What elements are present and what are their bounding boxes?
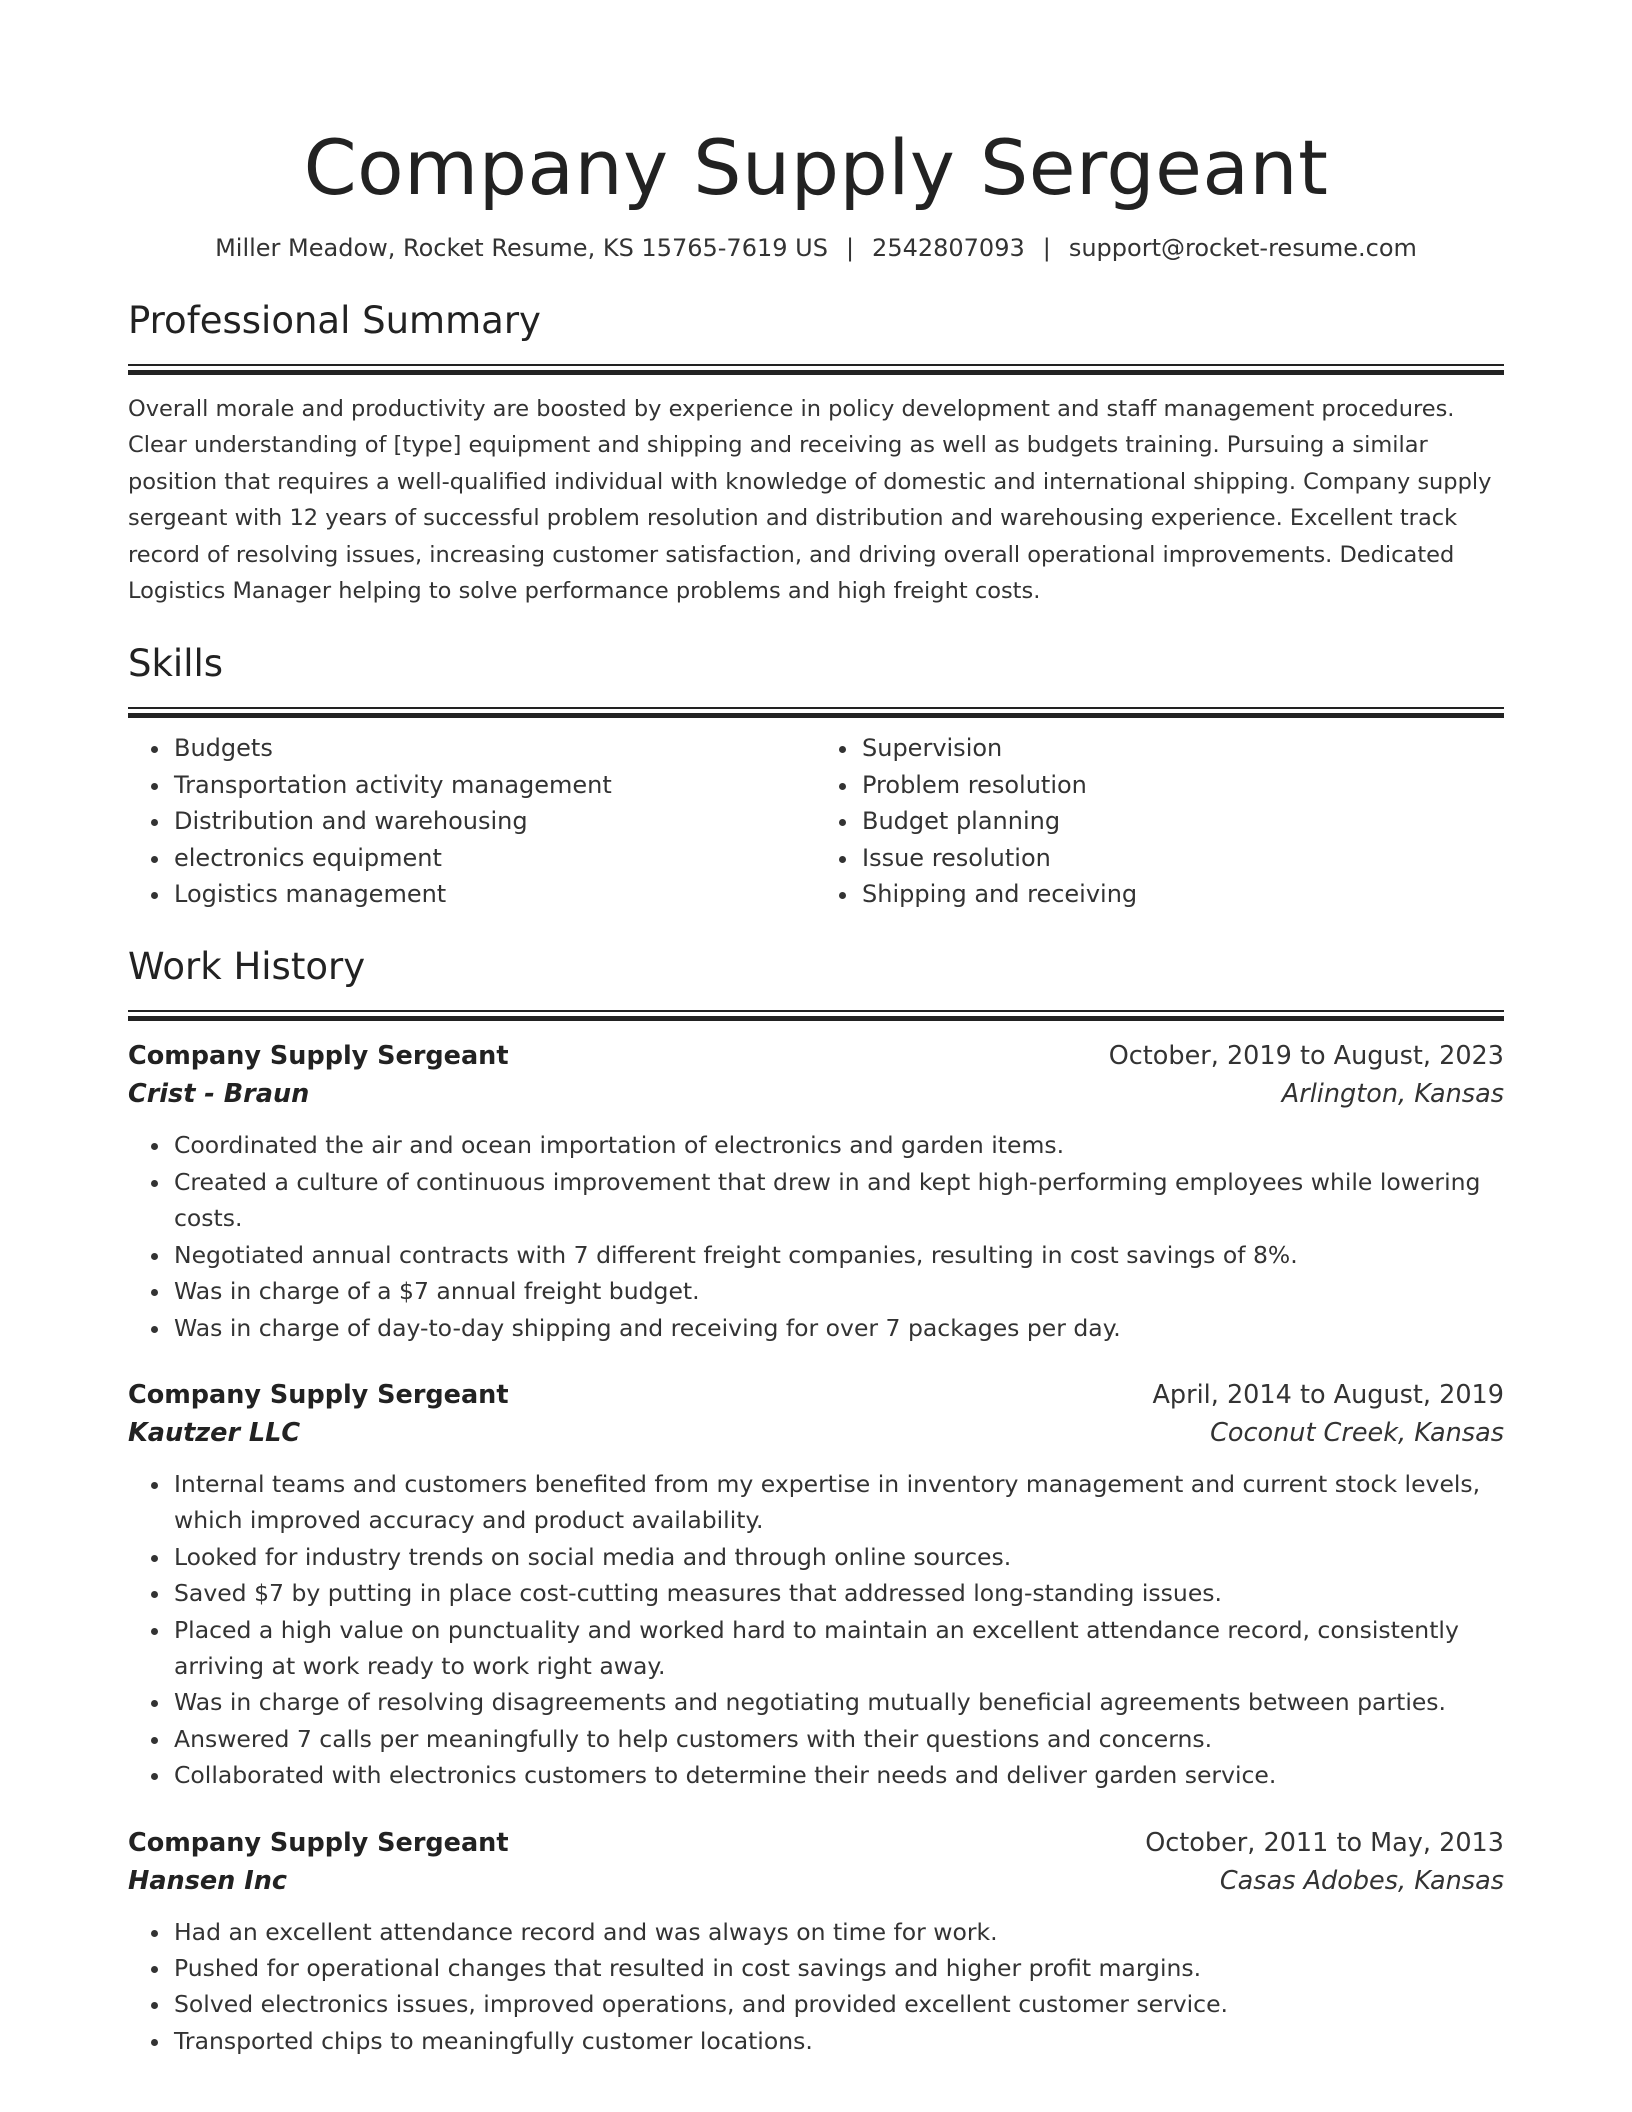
job-bullet: • Negotiated annual contracts with 7 different freight companies, resulting in cost savings of 8%. [172,1237,1504,1273]
summary-text: Overall morale and productivity are boosted by experience in policy development and staff management procedures. Clear understanding of [type] equipment and shipping and receiving as well as budgets training. Pursuing a similar position that requires a well-qualified individual with knowledge of domestic and international shipping. Company supply sergeant with 12 years of successful problem resolution and distribution and warehousing experience. Excellent track record of resolving issues, increasing customer satisfaction, and driving overall operational improvements. Dedicated Logistics Manager helping to solve performance problems and high freight costs. [128,396,1492,605]
skill-item: • Supervision [860,730,1504,766]
job-company: Kautzer LLC [128,1417,301,1448]
job-bullet: • Had an excellent attendance record and was always on time for work. [172,1914,1504,1950]
contact-separator: | [1042,234,1051,262]
skill-item: • Distribution and warehousing [172,803,816,839]
job-location: Arlington, Kansas [1281,1079,1504,1110]
job-dates: October, 2011 to May, 2013 [1145,1827,1504,1858]
section-title-summary: Professional Summary [128,299,541,342]
section-divider [128,364,1504,375]
section-divider [128,1010,1504,1021]
job-dates: April, 2014 to August, 2019 [1152,1379,1504,1410]
resume-name: Company Supply Sergeant [303,123,1329,212]
job-bullet: • Created a culture of continuous improvement that drew in and kept high-performing employees while lowering costs. [172,1164,1504,1237]
skill-item: • Budget planning [860,803,1504,839]
job-entry [128,1037,1504,1345]
summary-section [128,296,1504,609]
section-divider [128,707,1504,718]
contact-email: support@rocket-resume.com [1068,234,1417,262]
job-title: Company Supply Sergeant [128,1827,509,1858]
job-entry [128,1376,1504,1794]
job-location: Coconut Creek, Kansas [1210,1417,1504,1448]
job-header-row [128,1037,1504,1075]
skill-item: • Transportation activity management [172,767,816,803]
skill-item: • Budgets [172,730,816,766]
job-company-row [128,1414,1504,1452]
skills-list-right [816,730,1504,912]
skills-section [128,639,1504,912]
job-bullets [128,1127,1504,1345]
job-bullets [128,1914,1504,2060]
skill-item: • electronics equipment [172,840,816,876]
contact-line [128,230,1504,266]
job-bullet: • Pushed for operational changes that resulted in cost savings and higher profit margins. [172,1950,1504,1986]
job-company: Hansen Inc [128,1865,287,1896]
job-title: Company Supply Sergeant [128,1041,509,1072]
section-title-work-history: Work History [128,945,366,989]
job-bullet: • Collaborated with electronics customers to determine their needs and deliver garden service. [172,1757,1504,1793]
job-bullet: • Coordinated the air and ocean importation of electronics and garden items. [172,1127,1504,1163]
job-bullet: • Answered 7 calls per meaningfully to help customers with their questions and concerns. [172,1721,1504,1757]
job-company-row [128,1862,1504,1900]
job-location: Casas Adobes, Kansas [1219,1865,1504,1896]
job-header-row [128,1376,1504,1414]
resume-page [128,0,1504,2059]
skill-item: • Shipping and receiving [860,876,1504,912]
job-bullet: • Was in charge of resolving disagreements and negotiating mutually beneficial agreements between parties. [172,1684,1504,1720]
job-bullets [128,1466,1504,1794]
job-dates: October, 2019 to August, 2023 [1108,1041,1504,1072]
job-header-row [128,1824,1504,1862]
job-bullet: • Was in charge of day-to-day shipping and receiving for over 7 packages per day. [172,1310,1504,1346]
contact-address: Miller Meadow, Rocket Resume, KS 15765-7619 US [215,234,828,262]
job-entry [128,1824,1504,2060]
job-bullet: • Saved $7 by putting in place cost-cutting measures that addressed long-standing issues. [172,1575,1504,1611]
job-bullet: • Internal teams and customers benefited from my expertise in inventory management and current stock levels, which improved accuracy and product availability. [172,1466,1504,1539]
skill-item: • Issue resolution [860,840,1504,876]
contact-phone: 2542807093 [872,234,1025,262]
section-title-skills: Skills [128,642,224,686]
job-company: Crist - Braun [128,1079,310,1110]
skills-list-left [128,730,816,912]
skill-item: • Logistics management [172,876,816,912]
job-bullet: • Was in charge of a $7 annual freight budget. [172,1273,1504,1309]
job-bullet: • Solved electronics issues, improved operations, and provided excellent customer service. [172,1986,1504,2022]
work-history-section [128,942,1504,2059]
skills-columns [128,730,1504,912]
job-bullet: • Placed a high value on punctuality and worked hard to maintain an excellent attendance record, consistently arriving at work ready to work right away. [172,1612,1504,1685]
contact-separator: | [845,234,855,262]
job-bullet: • Looked for industry trends on social media and through online sources. [172,1539,1504,1575]
skill-item: • Problem resolution [860,767,1504,803]
job-title: Company Supply Sergeant [128,1379,509,1410]
job-company-row [128,1075,1504,1113]
job-bullet: • Transported chips to meaningfully customer locations. [172,2023,1504,2059]
